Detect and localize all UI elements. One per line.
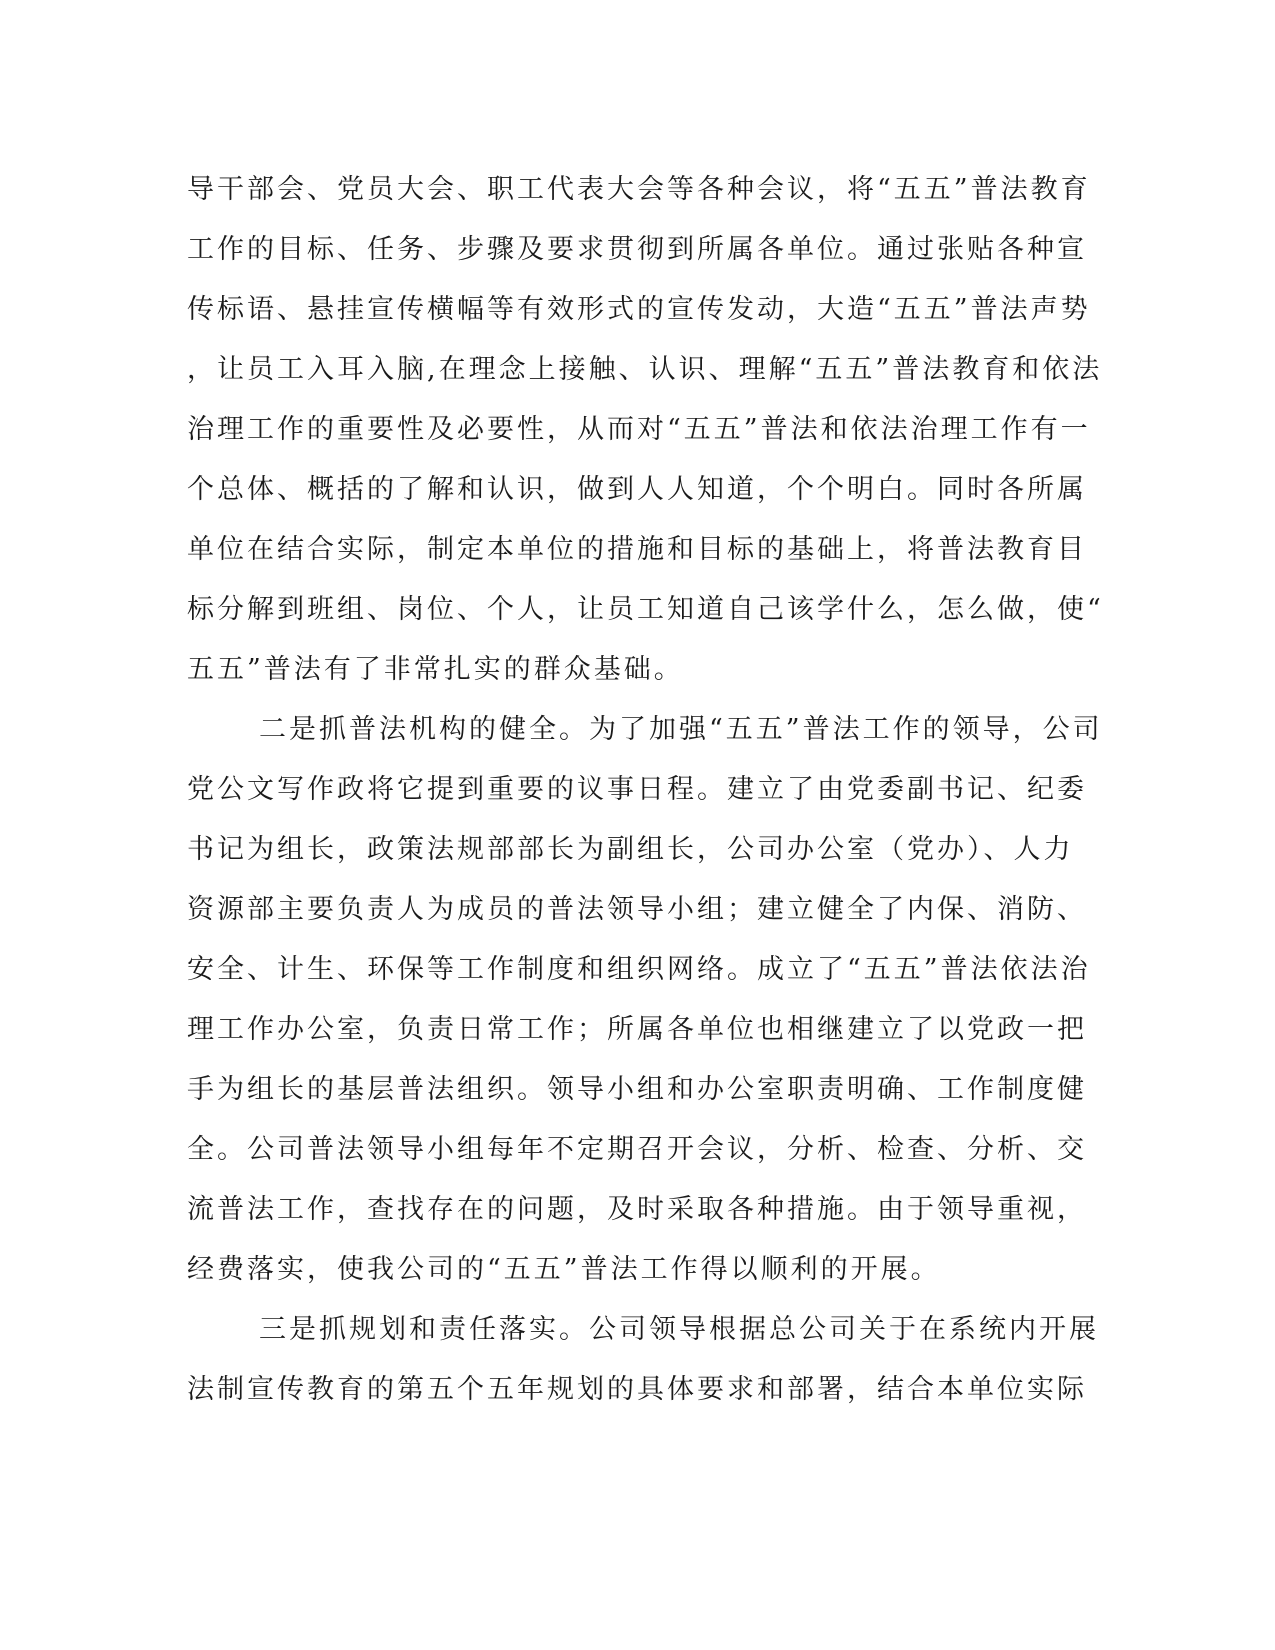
document-body bbox=[187, 160, 1104, 1420]
text-line: 安全、计生、环保等工作制度和组织网络。成立了“五五”普法依法治 bbox=[187, 954, 1091, 985]
text-line: 工作的目标、任务、步骤及要求贯彻到所属各单位。通过张贴各种宣 bbox=[187, 234, 1087, 265]
text-line: 书记为组长，政策法规部部长为副组长，公司办公室（党办）、人力 bbox=[187, 834, 1074, 865]
paragraph-first-line: 二是抓普法机构的健全。为了加强“五五”普法工作的领导，公司 bbox=[259, 714, 1103, 745]
text-line: 传标语、悬挂宣传横幅等有效形式的宣传发动，大造“五五”普法声势 bbox=[187, 294, 1091, 325]
text-line: 经费落实，使我公司的“五五”普法工作得以顺利的开展。 bbox=[187, 1254, 941, 1285]
text-line: 个总体、概括的了解和认识，做到人人知道，个个明白。同时各所属 bbox=[187, 474, 1087, 505]
text-line: 流普法工作，查找存在的问题，及时采取各种措施。由于领导重视， bbox=[187, 1194, 1087, 1225]
text-line: 党公文写作政将它提到重要的议事日程。建立了由党委副书记、纪委 bbox=[187, 774, 1087, 805]
text-line: 五五”普法有了非常扎实的群众基础。 bbox=[187, 654, 684, 685]
text-line: 理工作办公室，负责日常工作；所属各单位也相继建立了以党政一把 bbox=[187, 1014, 1087, 1045]
text-line: 单位在结合实际，制定本单位的措施和目标的基础上，将普法教育目 bbox=[187, 534, 1087, 565]
text-line: 标分解到班组、岗位、个人，让员工知道自己该学什么，怎么做，使“ bbox=[187, 594, 1104, 625]
text-line: ，让员工入耳入脑,在理念上接触、认识、理解“五五”普法教育和依法 bbox=[187, 354, 1103, 385]
text-line: 全。公司普法领导小组每年不定期召开会议，分析、检查、分析、交 bbox=[187, 1134, 1087, 1165]
text-line: 法制宣传教育的第五个五年规划的具体要求和部署，结合本单位实际 bbox=[187, 1374, 1087, 1405]
paragraph-first-line: 三是抓规划和责任落实。公司领导根据总公司关于在系统内开展 bbox=[259, 1314, 1099, 1345]
text-line: 资源部主要负责人为成员的普法领导小组；建立健全了内保、消防、 bbox=[187, 894, 1087, 925]
text-line: 手为组长的基层普法组织。领导小组和办公室职责明确、工作制度健 bbox=[187, 1074, 1087, 1105]
text-line: 治理工作的重要性及必要性，从而对“五五”普法和依法治理工作有一 bbox=[187, 414, 1091, 445]
text-line: 导干部会、党员大会、职工代表大会等各种会议，将“五五”普法教育 bbox=[187, 174, 1091, 205]
